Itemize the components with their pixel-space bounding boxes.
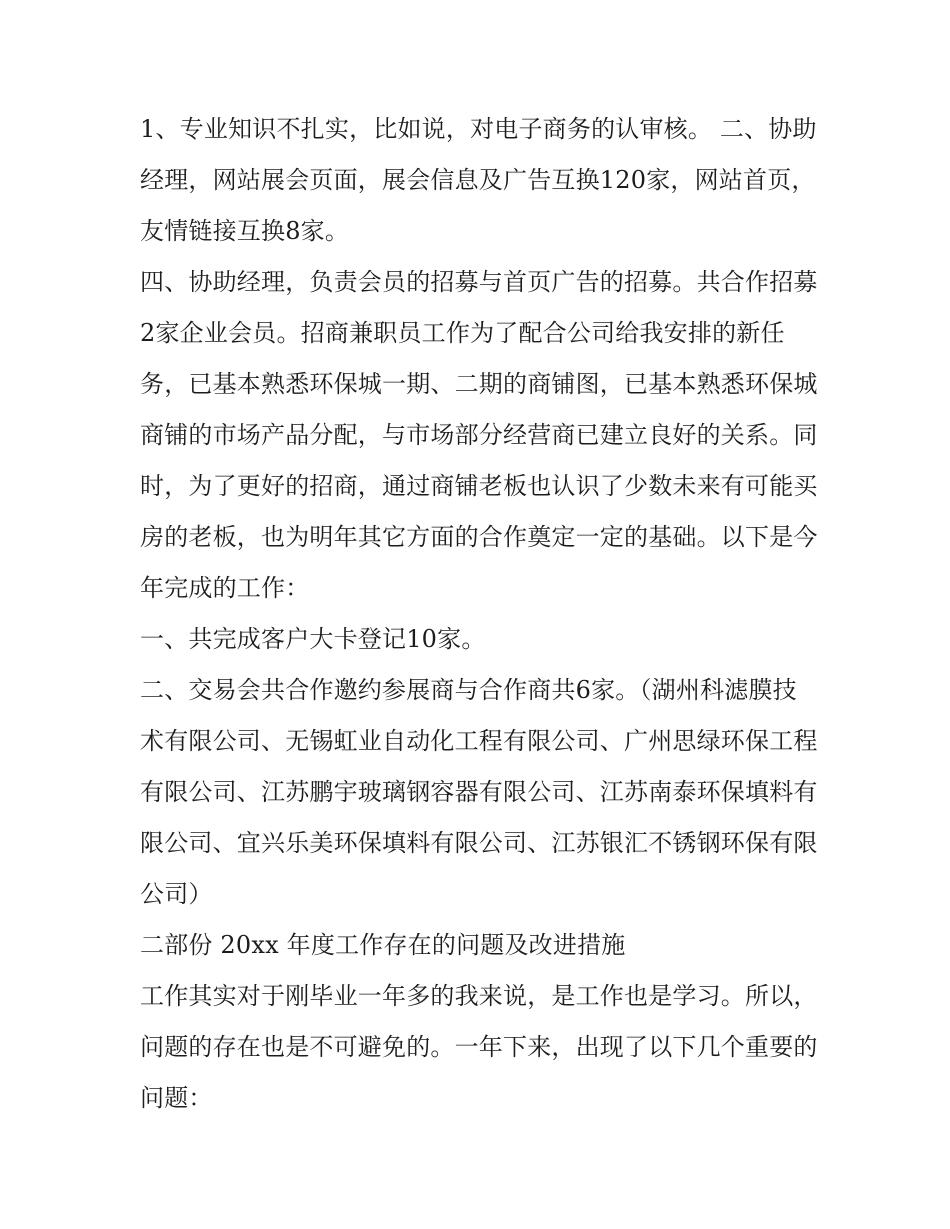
paragraph-5: 工作其实对于刚毕业一年多的我来说，是工作也是学习。所以，问题的存在也是不可避免的。一年下来，出现了以下几个重要的问题： [140, 982, 818, 1112]
paragraph-4: 二、交易会共合作邀约参展商与合作商共6家。（湖州科滤膜技术有限公司、无锡虹业自动化工程有限公司、广州思绿环保工程有限公司、江苏鹏宇玻璃钢容器有限公司、江苏南泰环保填料有限公司、宜兴乐美环保填料有限公司、江苏银汇不锈钢环保有限公司） [140, 676, 818, 908]
section-heading: 二部份 20xx 年度工作存在的问题及改进措施 [140, 931, 626, 959]
paragraph-3: 一、共完成客户大卡登记10家。 [140, 625, 486, 653]
paragraph-1: 1、专业知识不扎实，比如说，对电子商务的认审核。 二、协助经理，网站展会页面，展会信息及广告互换120家，网站首页，友情链接互换8家。 [140, 115, 817, 245]
document-body [140, 104, 820, 1124]
paragraph-2: 四、协助经理，负责会员的招募与首页广告的招募。共合作招募2家企业会员。招商兼职员工作为了配合公司给我安排的新任务，已基本熟悉环保城一期、二期的商铺图，已基本熟悉环保城商铺的市场产品分配，与市场部分经营商已建立良好的关系。同时，为了更好的招商，通过商铺老板也认识了少数未来有可能买房的老板，也为明年其它方面的合作奠定一定的基础。以下是今年完成的工作： [140, 268, 818, 602]
